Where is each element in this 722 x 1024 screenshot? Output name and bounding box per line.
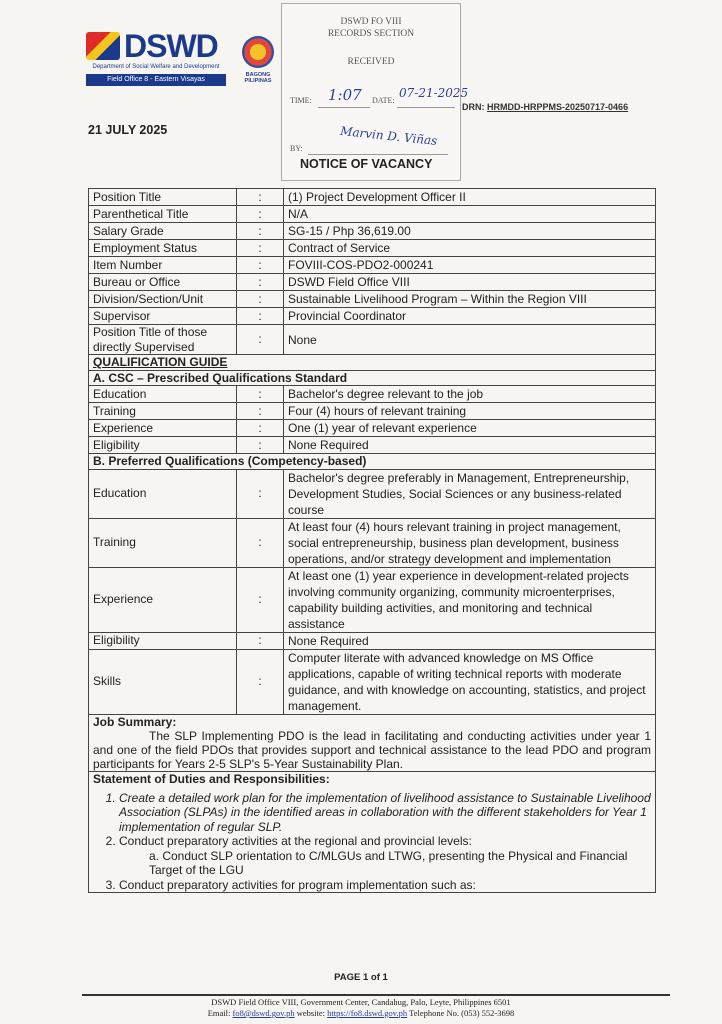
preferred-qualification-value: At least one (1) year experience in development-related projects involving community organizing, community microenterprises, capability building activities, and monitoring and technical assistance [284,567,656,632]
colon-cell: : [237,206,284,223]
position-field-label: Item Number [89,257,237,274]
table-row [89,291,656,308]
csc-standard-value: None Required [284,437,656,454]
table-row [89,518,656,567]
colon-cell: : [237,567,284,632]
colon-cell: : [237,240,284,257]
position-field-value: FOVIII-COS-PDO2-000241 [284,257,656,274]
colon-cell: : [237,469,284,518]
stamp-status: RECEIVED [347,57,395,67]
table-row [89,403,656,420]
position-field-value: Provincial Coordinator [284,308,656,325]
position-field-value: None [284,325,656,355]
table-row [89,206,656,223]
stamp-date-value: 07-21-2025 [399,86,469,100]
qualification-guide-heading: QUALIFICATION GUIDE [89,355,656,371]
position-field-value: SG-15 / Php 36,619.00 [284,223,656,240]
preferred-qualification-label: Training [89,518,237,567]
colon-cell: : [237,632,284,649]
job-summary-heading: Job Summary: [93,714,177,729]
preferred-qualification-value: Bachelor's degree preferably in Management, Entrepreneurship, Development Studies, Social Sciences or any business-related course [284,469,656,518]
dswd-logo-office: Field Office 8 - Eastern Visayas [86,74,226,86]
drn-reference [462,102,628,112]
duties-list [93,791,651,893]
preferred-qualification-value: At least four (4) hours relevant training in project management, social entrepreneurship, business plan development, business operations, and/or strategy development and implementation [284,518,656,567]
colon-cell: : [237,420,284,437]
colon-cell: : [237,291,284,308]
dswd-emblem-icon [86,32,120,60]
table-row [89,308,656,325]
table-row [89,567,656,632]
duty-text: Conduct preparatory activities for program implementation such as: [119,877,476,892]
table-row [89,420,656,437]
position-field-label: Supervisor [89,308,237,325]
preferred-qualification-label: Eligibility [89,632,237,649]
position-field-label: Bureau or Office [89,274,237,291]
colon-cell: : [237,437,284,454]
list-item [119,791,651,835]
list-item [119,878,651,893]
table-row [89,370,656,386]
duty-sub-item: a. Conduct SLP orientation to C/MLGUs and LTWG, presenting the Physical and Financial Target of the LGU [149,848,628,877]
table-row [89,325,656,355]
stamp-date-line [397,107,455,108]
stamp-date-label: DATE: [372,96,395,105]
colon-cell: : [237,189,284,206]
colon-cell: : [237,257,284,274]
footer-phone: Telephone No. (053) 552-3698 [409,1008,515,1018]
preferred-qualification-value: Computer literate with advanced knowledge on MS Office applications, capable of writing technical reports with moderate guidance, and with knowledge on accounting, statistics, and project management. [284,649,656,714]
table-row [89,189,656,206]
received-stamp [281,3,469,181]
csc-standard-label: Experience [89,420,237,437]
preferred-qualification-label: Education [89,469,237,518]
csc-standard-value: One (1) year of relevant experience [284,420,656,437]
list-item [119,834,651,878]
position-field-label: Parenthetical Title [89,206,237,223]
stamp-by-line [308,154,448,155]
preferred-qualification-label: Experience [89,567,237,632]
table-row [89,240,656,257]
duties-heading: Statement of Duties and Responsibilities: [93,772,330,786]
drn-label: DRN: [462,102,485,112]
bagong-pilipinas-sun-icon [242,36,274,68]
footer-contact [0,1008,722,1018]
section-b-heading: B. Preferred Qualifications (Competency-based) [89,454,656,470]
colon-cell: : [237,386,284,403]
table-row [89,469,656,518]
section-a-heading: A. CSC – Prescribed Qualifications Standard [89,370,656,386]
position-field-label: Employment Status [89,240,237,257]
table-row [89,632,656,649]
position-field-label: Salary Grade [89,223,237,240]
table-row [89,437,656,454]
preferred-qualification-value: None Required [284,632,656,649]
document-title: NOTICE OF VACANCY [300,157,433,171]
csc-standard-label: Eligibility [89,437,237,454]
csc-standard-value: Four (4) hours of relevant training [284,403,656,420]
position-field-label: Division/Section/Unit [89,291,237,308]
colon-cell: : [237,325,284,355]
table-row [89,355,656,371]
table-row [89,223,656,240]
table-row [89,274,656,291]
duties-cell [89,772,656,893]
position-field-label: Position Title [89,189,237,206]
duty-text: Create a detailed work plan for the implementation of livelihood assistance to Sustainable Livelihood Association (SLPAs) in the identified areas in collaboration with the different stakeholders for Year 1 implementation of regular SLP. [119,790,651,834]
document-date: 21 JULY 2025 [88,123,168,137]
table-row [89,257,656,274]
page-number: PAGE 1 of 1 [334,972,388,983]
position-field-value: Contract of Service [284,240,656,257]
bagong-pilipinas-label: BAGONG PILIPINAS [244,72,272,84]
stamp-signature: Marvin D. Viñas [339,123,438,149]
bagong-pilipinas-logo [232,36,284,86]
footer-email-link[interactable]: fo8@dswd.gov.ph [232,1008,295,1018]
position-field-label: Position Title of those directly Supervised [89,325,237,355]
vacancy-table [88,188,656,893]
job-summary-text: The SLP Implementing PDO is the lead in facilitating and conducting activities under year 1 and one of the field PDOs that provides support and technical assistance to the lead PDO and program participants for Years 2-5 SLP's 5-Year Sustainability Plan. [93,729,651,771]
stamp-time-line [318,107,370,108]
footer-address: DSWD Field Office VIII, Government Center, Candahug, Palo, Leyte, Philippines 6501 [211,997,511,1007]
colon-cell: : [237,308,284,325]
table-row [89,386,656,403]
stamp-by-label: BY: [290,144,303,153]
footer-website-label: website: [296,1008,326,1018]
dswd-logo-dept: Department of Social Welfare and Development [92,64,220,70]
job-summary-cell [89,714,656,772]
footer-email-label: Email: [207,1008,231,1018]
position-field-value: Sustainable Livelihood Program – Within the Region VIII [284,291,656,308]
table-row [89,772,656,893]
footer-divider [82,994,670,996]
colon-cell: : [237,649,284,714]
dswd-logo-word: DSWD [124,28,218,64]
colon-cell: : [237,518,284,567]
table-row [89,714,656,772]
position-field-value: (1) Project Development Officer II [284,189,656,206]
table-row [89,649,656,714]
footer-website-link[interactable]: https://fo8.dswd.gov.ph [327,1008,408,1018]
duty-text: Conduct preparatory activities at the regional and provincial levels: [119,834,472,848]
position-field-value: DSWD Field Office VIII [284,274,656,291]
csc-standard-label: Education [89,386,237,403]
stamp-section: RECORDS SECTION [327,29,415,39]
csc-standard-label: Training [89,403,237,420]
colon-cell: : [237,223,284,240]
stamp-time-label: TIME: [290,96,312,105]
preferred-qualification-label: Skills [89,649,237,714]
colon-cell: : [237,403,284,420]
drn-value: HRMDD-HRPPMS-20250717-0466 [487,102,629,112]
stamp-time-value: 1:07 [328,86,362,104]
position-field-value: N/A [284,206,656,223]
csc-standard-value: Bachelor's degree relevant to the job [284,386,656,403]
dswd-logo [86,30,226,88]
stamp-office: DSWD FO VIII [340,17,402,27]
colon-cell: : [237,274,284,291]
table-row [89,454,656,470]
